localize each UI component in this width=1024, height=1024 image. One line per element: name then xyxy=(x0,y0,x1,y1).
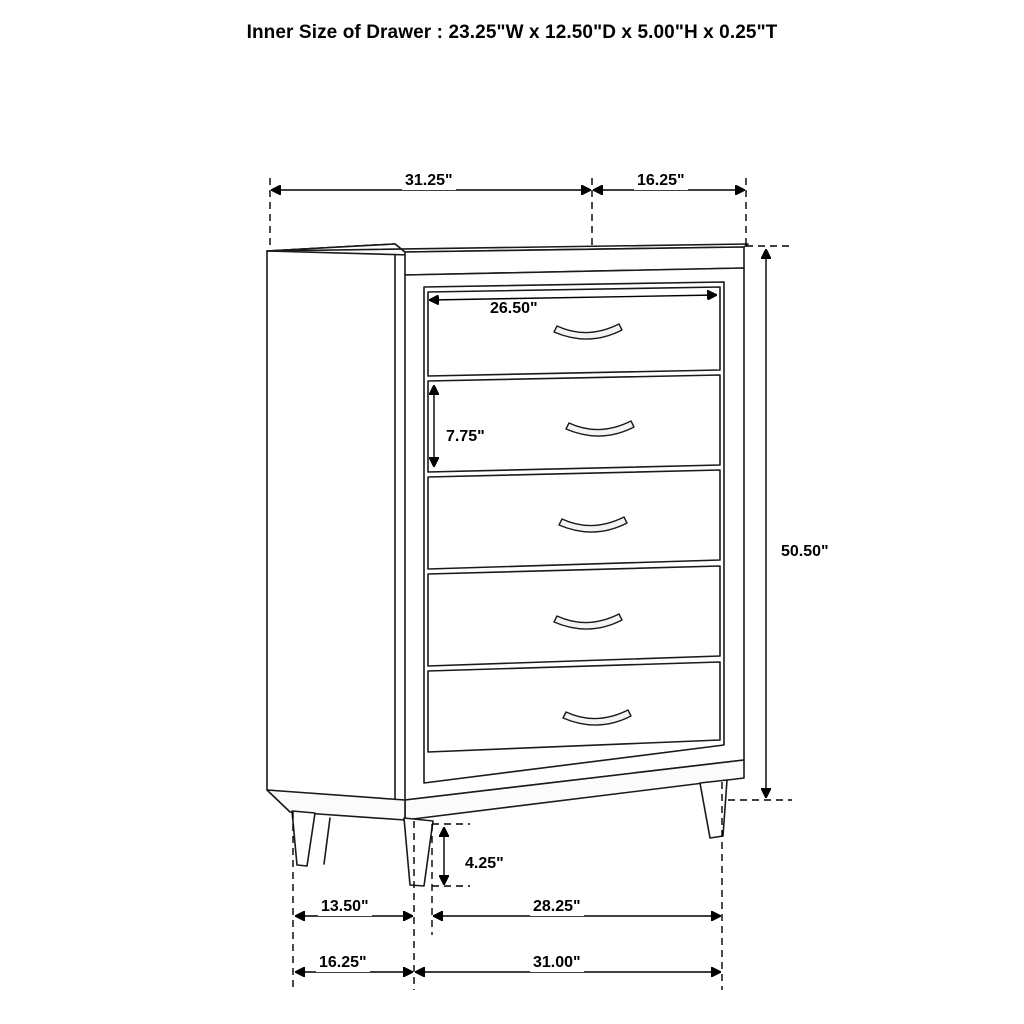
label-overall-height: 50.50" xyxy=(778,543,832,561)
drawer-face-2 xyxy=(428,375,720,472)
leg-front-right xyxy=(700,780,727,838)
label-base-depth: 13.50" xyxy=(318,898,372,916)
drawer-face-5 xyxy=(428,662,720,752)
label-base-width: 28.25" xyxy=(530,898,584,916)
leg-back-right-hint xyxy=(324,818,330,864)
leg-front-left xyxy=(404,818,433,886)
label-footprint-depth: 16.25" xyxy=(316,954,370,972)
label-side-depth: 16.25" xyxy=(634,172,688,190)
chest-side-panel xyxy=(267,244,395,802)
label-drawer-inner-width: 26.50" xyxy=(487,300,541,318)
label-front-width: 31.25" xyxy=(402,172,456,190)
drawer-face-3 xyxy=(428,470,720,569)
drawer-face-4 xyxy=(428,566,720,666)
page-title: Inner Size of Drawer : 23.25"W x 12.50"D x 5.00"H x 0.25"T xyxy=(246,22,778,43)
label-footprint-width: 31.00" xyxy=(530,954,584,972)
label-leg-height: 4.25" xyxy=(462,855,507,873)
label-drawer-height: 7.75" xyxy=(443,428,488,446)
leg-back-left xyxy=(292,811,315,866)
